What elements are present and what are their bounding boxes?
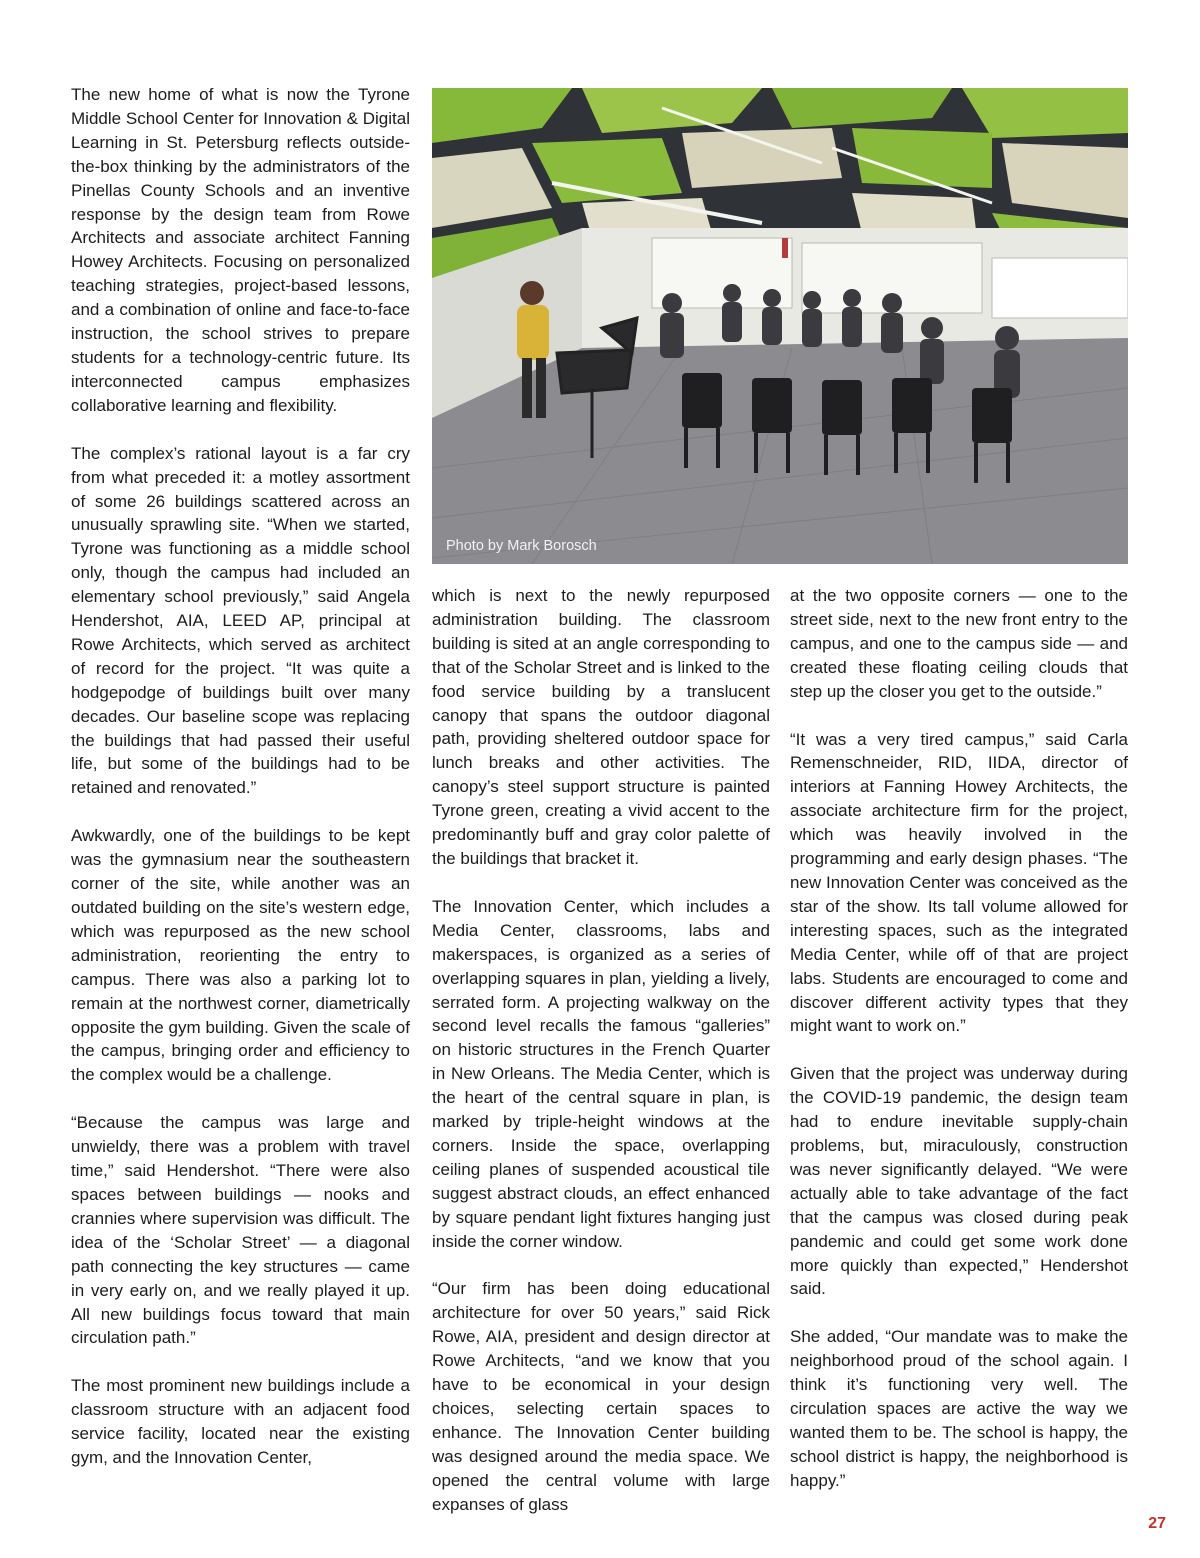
photo-credit: Photo by Mark Borosch [446, 538, 597, 554]
article-column-right [790, 584, 1128, 1517]
article-paragraph: “It was a very tired campus,” said Carla Remenschneider, RID, IIDA, director of interiors at Fanning Howey Architects, the associate architecture firm for the project, which was heavily involved in the programming and early design phases. “The new Innovation Center was conceived as the star of the show. Its tall volume allowed for interesting spaces, such as the integrated Media Center, while off of that are project labs. Students are encouraged to come and discover different activity types that they might want to work on.” [790, 729, 1128, 1036]
article-paragraph: The most prominent new buildings include a classroom structure with an adjacent food service facility, located near the existing gym, and the Innovation Center, [71, 1376, 410, 1468]
classroom-photo [432, 88, 1128, 564]
article-paragraph: at the two opposite corners — one to the street side, next to the new front entry to the campus, and one to the campus side — and created these floating ceiling clouds that step up the closer you get to the outside.” [790, 586, 1128, 701]
article-paragraph: Awkwardly, one of the buildings to be kept was the gymnasium near the southeastern corner of the site, while another was an outdated building on the site’s western edge, which was repurposed as the new school administration, reorienting the entry to campus. There was also a parking lot to remain at the northwest corner, diametrically opposite the gym building. Given the scale of the campus, bringing order and efficiency to the complex would be a challenge. [71, 826, 410, 1085]
article-paragraph: The complex’s rational layout is a far cry from what preceded it: a motley assortment of some 26 buildings scattered across an unusually sprawling site. “When we started, Tyrone was functioning as a middle school only, though the campus had included an elementary school previously,” said Angela Hendershot, AIA, LEED AP, principal at Rowe Architects, which served as architect of record for the project. “It was quite a hodgepodge of buildings built over many decades. Our baseline scope was replacing the buildings that had passed their useful life, but some of the buildings had to be retained and renovated.” [71, 443, 410, 798]
article-paragraph: which is next to the newly repurposed administration building. The classroom building is sited at an angle corresponding to that of the Scholar Street and is linked to the food service building by a translucent canopy that spans the outdoor diagonal path, providing sheltered outdoor space for lunch breaks and other activities. The canopy’s steel support structure is painted Tyrone green, creating a vivid accent to the predominantly buff and gray color palette of the buildings that bracket it. [432, 586, 770, 868]
article-paragraph: Given that the project was underway during the COVID-19 pandemic, the design team had to endure inevitable supply-chain problems, but, miraculously, construction was never significantly delayed. “We were actually able to take advantage of the fact that the campus was closed during peak pandemic and could get some work done more quickly than expected,” Hendershot said. [790, 1064, 1128, 1299]
page-number: 27 [1148, 1515, 1166, 1532]
article-column-left [71, 83, 410, 1494]
article-paragraph: “Because the campus was large and unwieldy, there was a problem with travel time,” said Hendershot. “There were also spaces between buildings — nooks and crannies where supervision was difficult. The idea of the ‘Scholar Street’ — a diagonal path connecting the key structures — came in very early on, and we really played it up. All new buildings focus toward that main circulation path.” [71, 1113, 410, 1348]
classroom-illustration [432, 88, 1128, 564]
article-paragraph: She added, “Our mandate was to make the neighborhood proud of the school again. I think it’s functioning very well. The circulation spaces are active the way we wanted them to be. The school is happy, the school district is happy, the neighborhood is happy.” [790, 1327, 1128, 1490]
article-column-middle [432, 584, 770, 1541]
article-paragraph: The Innovation Center, which includes a Media Center, classrooms, labs and makerspaces, is organized as a series of overlapping squares in plan, yielding a lively, serrated form. A projecting walkway on the second level recalls the famous “galleries” on historic structures in the French Quarter in New Orleans. The Media Center, which is the heart of the central square in plan, is marked by triple-height windows at the corners. Inside the space, overlapping ceiling planes of suspended acoustical tile suggest abstract clouds, an effect enhanced by square pendant light fixtures hanging just inside the corner window. [432, 896, 770, 1251]
article-paragraph: The new home of what is now the Tyrone Middle School Center for Innovation & Digital Learning in St. Petersburg reflects outside-the-box thinking by the administrators of the Pinellas County Schools and an inventive response by the design team from Rowe Architects and associate architect Fanning Howey Architects. Focusing on personalized teaching strategies, project-based lessons, and a combination of online and face-to-face instruction, the school strives to prepare students for a technology-centric future. Its interconnected campus emphasizes collaborative learning and flexibility. [71, 85, 410, 415]
article-paragraph: “Our firm has been doing educational architecture for over 50 years,” said Rick Rowe, AIA, president and design director at Rowe Architects, “and we know that you have to be economical in your design choices, selecting certain spaces to enhance. The Innovation Center building was designed around the media space. We opened the central volume with large expanses of glass [432, 1279, 770, 1514]
